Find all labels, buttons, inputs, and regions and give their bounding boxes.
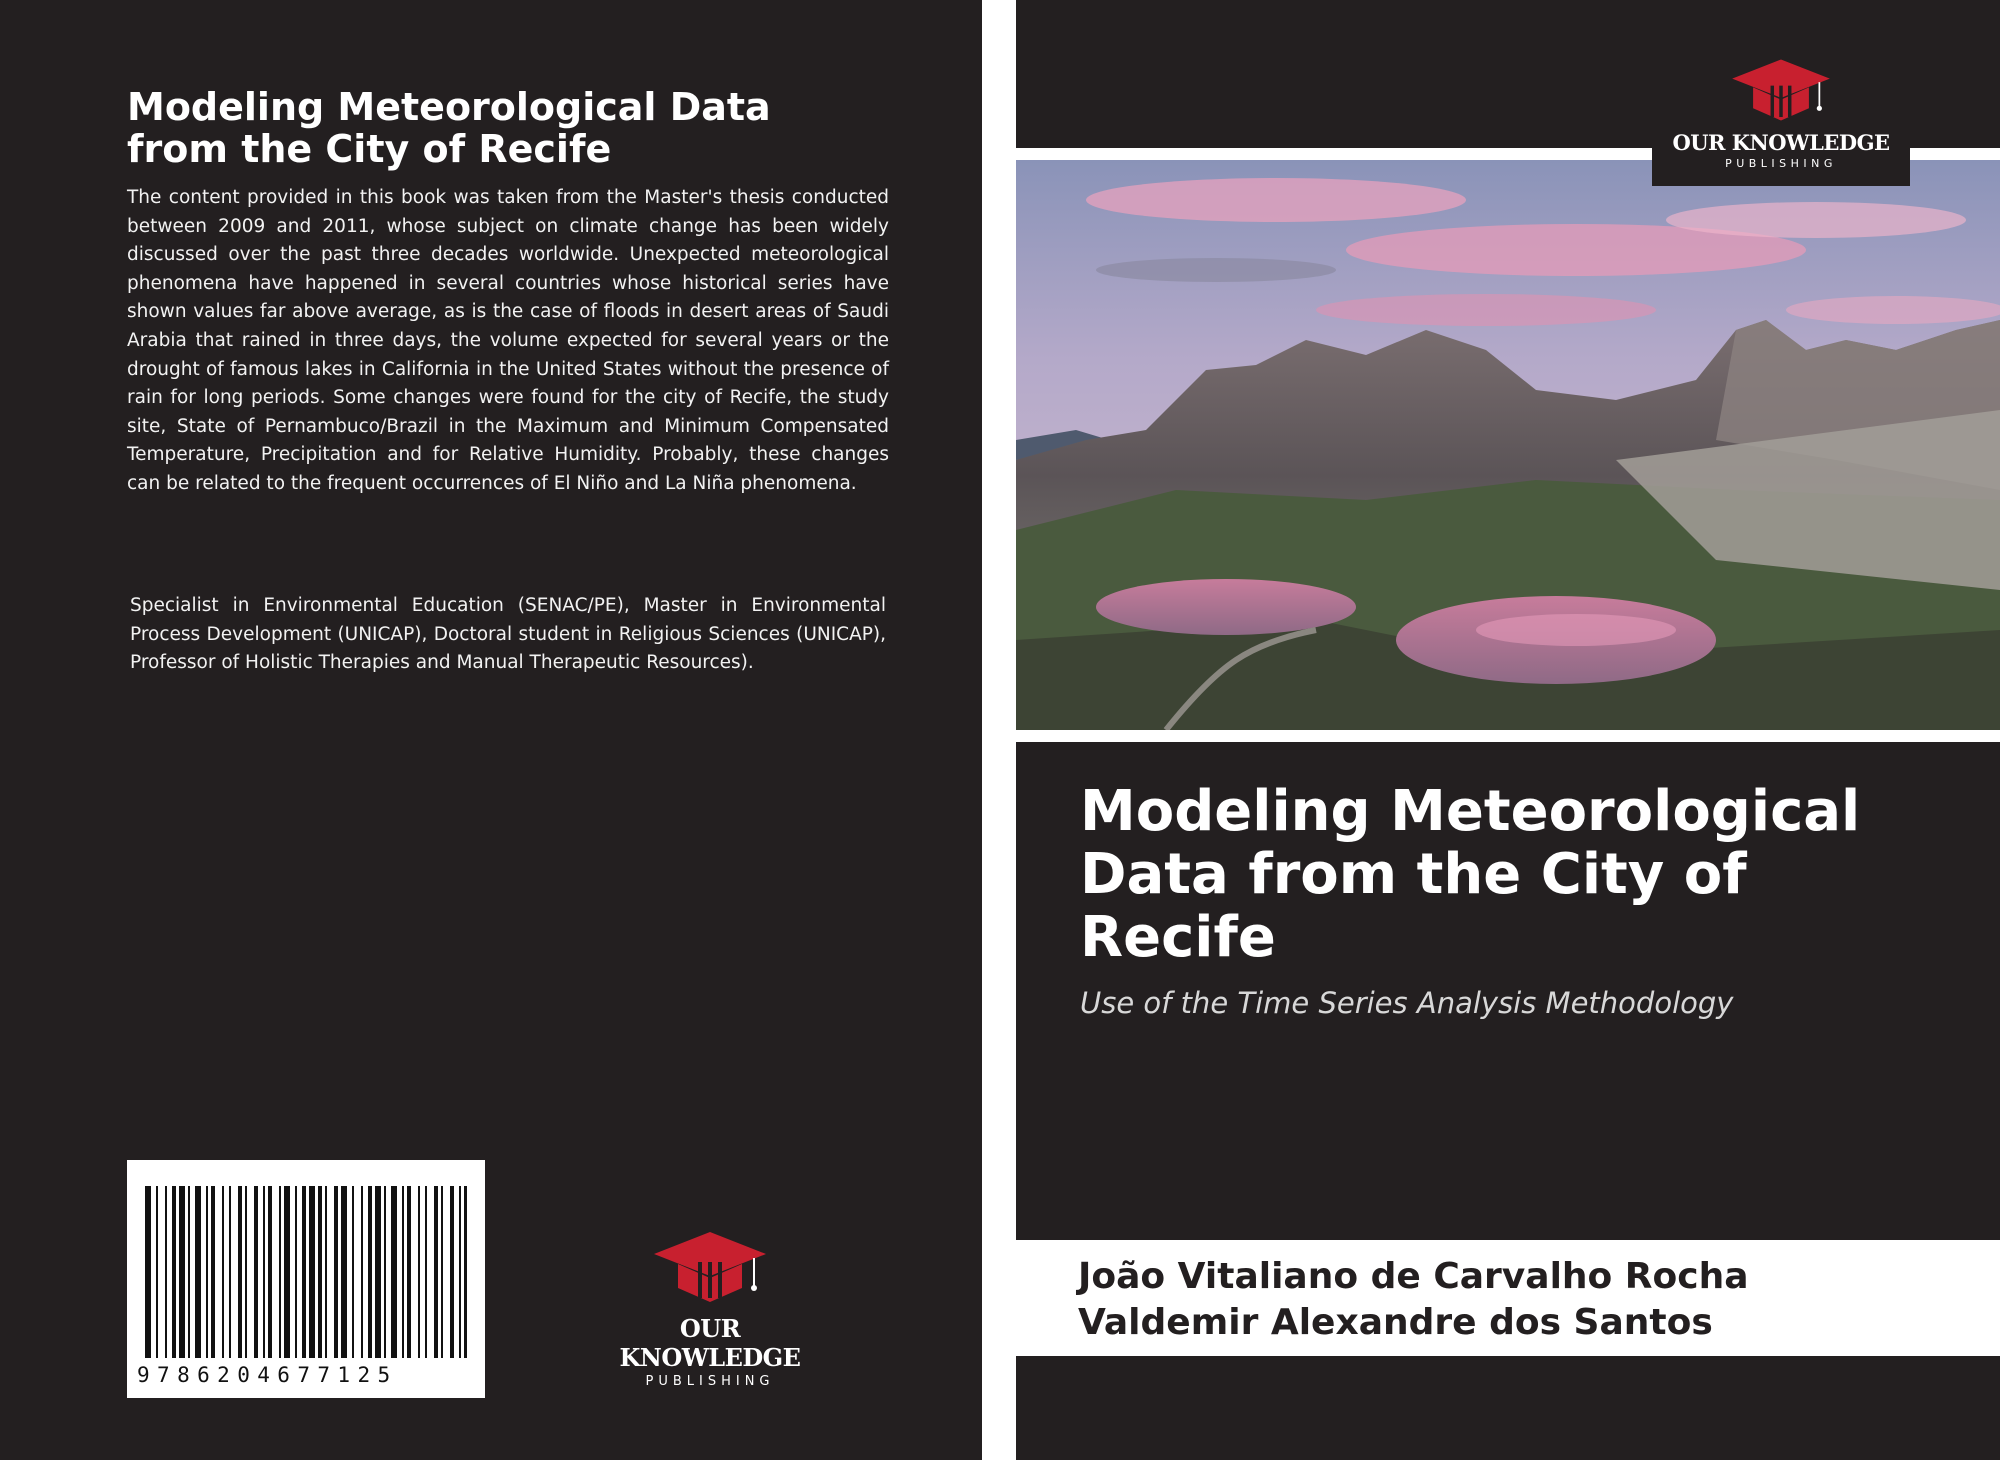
barcode-bar (407, 1186, 411, 1358)
front-cover-subtitle: Use of the Time Series Analysis Methodology (1080, 986, 1734, 1020)
author-bio: Specialist in Environmental Education (SENAC/PE), Master in Environmental Process Development (UNICAP), Doctoral student in Religious Sciences (UNICAP), Professor of Holistic Therapies and Manual Therapeutic Resources). (130, 595, 886, 674)
barcode-bar (263, 1186, 265, 1358)
front-publisher-logo (1652, 56, 1910, 170)
barcode-bar (279, 1186, 281, 1358)
barcode-bar (352, 1186, 354, 1358)
barcode-bar (302, 1186, 306, 1358)
barcode-bar (425, 1186, 427, 1358)
back-title-line-2: from the City of Recife (127, 127, 612, 171)
author-names (1078, 1254, 1978, 1346)
publisher-name: OUR KNOWLEDGE (619, 1314, 801, 1372)
barcode-bar (384, 1186, 386, 1358)
barcode-bar (361, 1186, 363, 1358)
front-publisher-logo-box (1652, 40, 1910, 186)
barcode-bar (368, 1186, 372, 1358)
back-title-line-1: Modeling Meteorological Data (127, 85, 771, 129)
author-1: João Vitaliano de Carvalho Rocha (1078, 1256, 1749, 1297)
barcode-number: 9786204677125 (137, 1363, 398, 1387)
back-publisher-logo (590, 1228, 830, 1389)
barcode-bar (238, 1186, 242, 1358)
barcode-bar (464, 1186, 467, 1358)
cover-photo (1016, 160, 2000, 730)
barcode-bar (156, 1186, 158, 1358)
barcode-bar (450, 1186, 454, 1358)
front-title-line-2: Data from the City of (1080, 842, 1747, 907)
barcode-bar (229, 1186, 231, 1358)
barcode-bar (245, 1186, 247, 1358)
graduation-cap-icon (1726, 56, 1836, 124)
barcode-bar (434, 1186, 438, 1358)
barcode-bar (441, 1186, 443, 1358)
barcode-bar (206, 1186, 208, 1358)
publisher-name: OUR KNOWLEDGE (1672, 130, 1890, 155)
barcode-bar (172, 1186, 176, 1358)
front-cover-title (1080, 780, 1960, 969)
barcode-bar (254, 1186, 258, 1358)
barcode-bar (402, 1186, 404, 1358)
barcode-bar (334, 1186, 338, 1358)
publisher-tagline: PUBLISHING (645, 1374, 775, 1389)
barcode-bar (284, 1186, 290, 1358)
back-cover-title (127, 86, 847, 170)
barcode-bar (459, 1186, 461, 1358)
barcode-bar (222, 1186, 224, 1358)
barcode-bars (145, 1186, 467, 1358)
author-2: Valdemir Alexandre dos Santos (1078, 1302, 1713, 1343)
barcode-bar (211, 1186, 215, 1358)
barcode-bar (391, 1186, 397, 1358)
front-cover-bottom-band (1016, 1356, 2000, 1460)
back-cover-blurb: The content provided in this book was taken from the Master's thesis conducted between 2009 and 2011, whose subject on climate change has been widely discussed over the past three decades worldwide. Unexpected meteorological phenomena have happened in several countries whose historical series have shown values far above average, as is the case of floods in desert areas of Saudi Arabia that rained in three days, the volume expected for several years or the drought of famous lakes in California in the United States without the presence of rain for long periods. Some changes were found for the city of Recife, the study site, State of Pernambuco/Brazil in the Maximum and Minimum Compensated Temperature, Precipitation and for Relative Humidity. Probably, these changes can be related to the frequent occurrences of El Niño and La Niña phenomena. (127, 187, 889, 494)
barcode-bar (188, 1186, 190, 1358)
barcode-bar (325, 1186, 327, 1358)
barcode-bar (145, 1186, 151, 1358)
barcode-bar (268, 1186, 272, 1358)
graduation-cap-icon (650, 1228, 770, 1306)
barcode-bar (418, 1186, 420, 1358)
barcode-bar (165, 1186, 167, 1358)
barcode-bar (318, 1186, 322, 1358)
barcode (127, 1160, 485, 1398)
barcode-bar (341, 1186, 347, 1358)
barcode-bar (179, 1186, 185, 1358)
front-title-line-1: Modeling Meteorological (1080, 779, 1861, 844)
barcode-bar (375, 1186, 381, 1358)
barcode-bar (309, 1186, 315, 1358)
barcode-bar (195, 1186, 201, 1358)
front-title-line-3: Recife (1080, 905, 1276, 970)
publisher-tagline: PUBLISHING (1725, 157, 1837, 170)
barcode-bar (295, 1186, 297, 1358)
